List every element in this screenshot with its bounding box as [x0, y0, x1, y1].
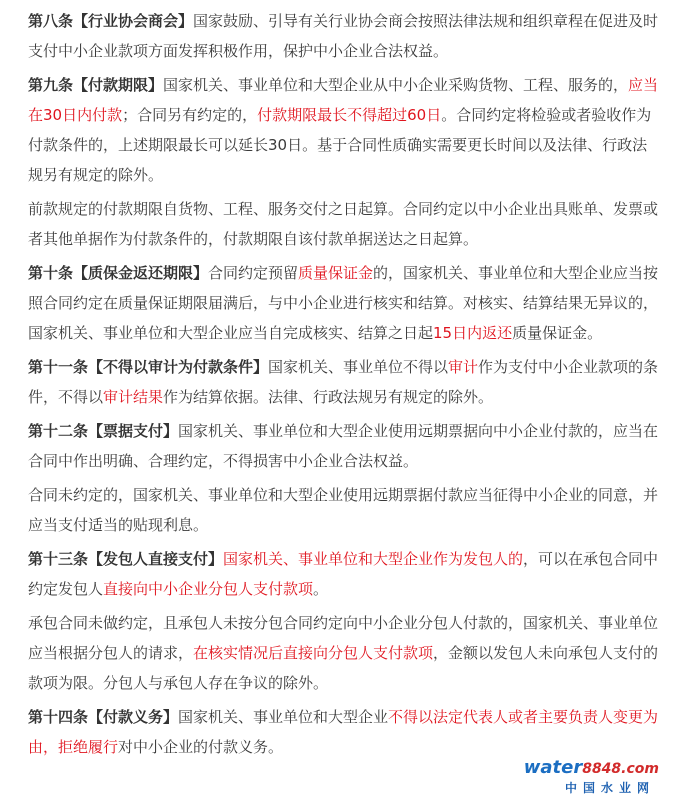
body-text: 合同未约定的，国家机关、事业单位和大型企业使用远期票据付款应当征得中小企业的同意，并应当支付适当的贴现利息。 — [28, 486, 659, 534]
highlighted-text: 15日内返还 — [433, 324, 513, 342]
body-text: 前款规定的付款期限自货物、工程、服务交付之日起算。合同约定以中小企业出具账单、发票或者其他单据作为付款条件的，付款期限自该付款单据送达之日起算。 — [28, 200, 659, 248]
highlighted-text: 审计结果 — [103, 388, 164, 406]
body-text: ，可以在承包合同中约定发包人 — [28, 550, 659, 598]
highlighted-text: 在核实情况后直接向分包人支付款项 — [193, 644, 434, 662]
body-text: ；合同另有约定的， — [122, 106, 258, 124]
highlighted-text: 审计 — [448, 358, 479, 376]
article-heading: 第八条【行业协会商会】 — [28, 12, 194, 30]
body-text: 国家机关、事业单位和大型企业从中小企业采购货物、工程、服务的， — [163, 76, 629, 94]
highlighted-text: 国家机关、事业单位和大型企业作为发包人的 — [223, 550, 524, 568]
watermark-subtitle: 中国水业网 — [564, 781, 655, 795]
highlighted-text: 质量保证金 — [298, 264, 374, 282]
article-heading: 第十一条【不得以审计为付款条件】 — [28, 358, 269, 376]
article-heading: 第十四条【付款义务】 — [28, 708, 179, 726]
article-paragraph — [28, 352, 660, 412]
article-paragraph — [28, 194, 660, 254]
watermark-logo: water8848.com — [523, 757, 659, 778]
body-text: ，金额以发包人未向承包人支付的款项为限。分包人与承包人存在争议的除外。 — [28, 644, 659, 692]
article-heading: 第九条【付款期限】 — [28, 76, 164, 94]
body-text: 对中小企业的付款义务。 — [118, 738, 284, 756]
body-text: 国家机关、事业单位和大型企业 — [178, 708, 389, 726]
highlighted-text: 应当在30日内付款 — [28, 76, 659, 124]
article-heading: 第十二条【票据支付】 — [28, 422, 179, 440]
body-text: 的，国家机关、事业单位和大型企业应当按照合同约定在质量保证期限届满后，与中小企业进行核实和结算。对核实、结算结果无异议的，国家机关、事业单位和大型企业应当自完成核实、结算之日起 — [28, 264, 659, 342]
body-text: 。 — [313, 580, 329, 598]
body-text: 国家机关、事业单位不得以 — [268, 358, 449, 376]
article-paragraph — [28, 480, 660, 540]
body-text: 国家鼓励、引导有关行业协会商会按照法律法规和组织章程在促进及时支付中小企业款项方面发挥积极作用，保护中小企业合法权益。 — [28, 12, 659, 60]
article-heading: 第十三条【发包人直接支付】 — [28, 550, 224, 568]
article-paragraph — [28, 6, 660, 66]
article-paragraph — [28, 608, 660, 698]
document-body — [28, 6, 660, 766]
article-paragraph — [28, 258, 660, 348]
body-text: 承包合同未做约定，且承包人未按分包合同约定向中小企业分包人付款的，国家机关、事业单位应当根据分包人的请求， — [28, 614, 659, 662]
body-text: 质量保证金。 — [512, 324, 603, 342]
body-text: 国家机关、事业单位和大型企业使用远期票据向中小企业付款的，应当在合同中作出明确、合理约定，不得损害中小企业合法权益。 — [28, 422, 659, 470]
highlighted-text: 直接向中小企业分包人支付款项 — [103, 580, 314, 598]
article-paragraph — [28, 416, 660, 476]
body-text: 作为结算依据。法律、行政法规另有规定的除外。 — [163, 388, 494, 406]
article-heading: 第十条【质保金返还期限】 — [28, 264, 209, 282]
body-text: 合同约定预留 — [208, 264, 299, 282]
body-text: 。合同约定将检验或者验收作为付款条件的，上述期限最长可以延长30日。基于合同性质确实需要更长时间以及法律、行政法规另有规定的除外。 — [28, 106, 652, 184]
body-text: 作为支付中小企业款项的条件，不得以 — [28, 358, 659, 406]
article-paragraph — [28, 544, 660, 604]
watermark — [515, 758, 665, 798]
article-paragraph — [28, 702, 660, 762]
highlighted-text: 付款期限最长不得超过60日 — [257, 106, 442, 124]
article-paragraph — [28, 70, 660, 190]
highlighted-text: 不得以法定代表人或者主要负责人变更为由，拒绝履行 — [28, 708, 659, 756]
